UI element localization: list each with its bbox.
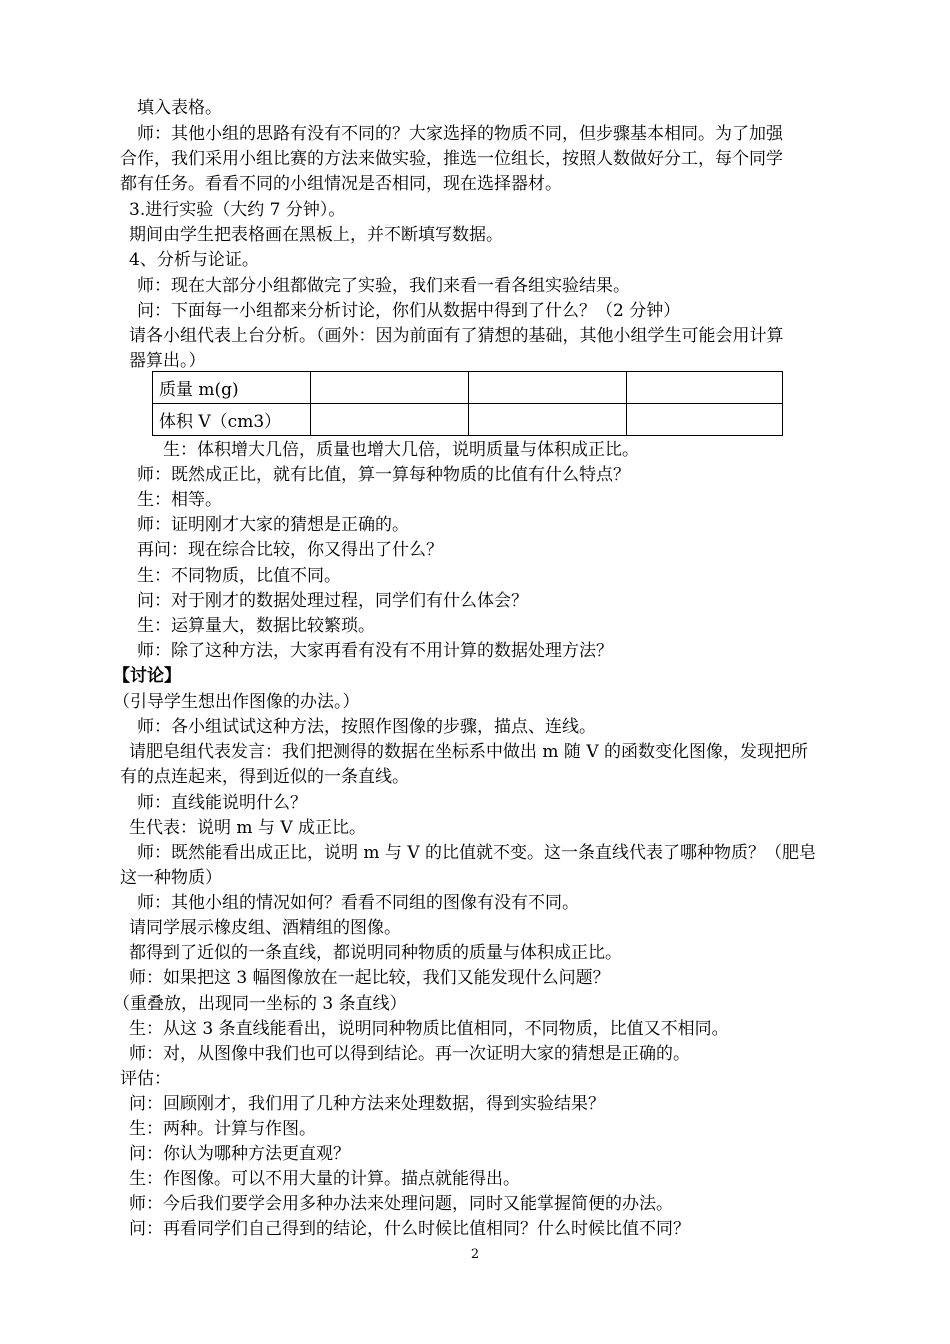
text-line: 师：证明刚才大家的猜想是正确的。 (137, 515, 409, 535)
text-line: 师：对，从图像中我们也可以得到结论。再一次证明大家的猜想是正确的。 (129, 1044, 690, 1064)
text-line: 问：下面每一小组都来分析讨论，你们从数据中得到了什么？（2 分钟） (137, 301, 681, 321)
text-line: 合作，我们采用小组比赛的方法来做实验，推选一位组长，按照人数做好分工，每个同学 (120, 149, 783, 169)
table-cell (627, 372, 783, 404)
section-heading: 3.进行实验（大约 7 分钟）。 (129, 200, 346, 220)
table-cell (311, 372, 469, 404)
text-line: 师：现在大部分小组都做完了实验，我们来看一看各组实验结果。 (137, 276, 630, 296)
text-line: 师：除了这种方法，大家再看有没有不用计算的数据处理方法？ (137, 641, 613, 661)
text-line: 期间由学生把表格画在黑板上，并不断填写数据。 (129, 225, 503, 245)
text-line: 师：各小组试试这种方法，按照作图像的步骤，描点、连线。 (137, 717, 596, 737)
page-number: 2 (470, 1247, 480, 1262)
text-line: 生：体积增大几倍，质量也增大几倍，说明质量与体积成正比。 (163, 440, 639, 460)
text-line: 师：既然成正比，就有比值，算一算每种物质的比值有什么特点？ (137, 465, 630, 485)
text-line: 生：不同物质，比值不同。 (137, 566, 341, 586)
text-line: 请肥皂组代表发言：我们把测得的数据在坐标系中做出 m 随 V 的函数变化图像，发现把所 (129, 742, 809, 762)
text-line: 生：运算量大，数据比较繁琐。 (137, 616, 375, 636)
text-line: 师：其他小组的情况如何？看看不同组的图像有没有不同。 (137, 893, 579, 913)
text-line: 师：既然能看出成正比，说明 m 与 V 的比值就不变。这一条直线代表了哪种物质？（肥皂 (137, 843, 817, 863)
section-heading: 4、分析与论证。 (129, 250, 259, 270)
text-line: 请各小组代表上台分析。（画外：因为前面有了猜想的基础，其他小组学生可能会用计算 (129, 326, 784, 346)
text-line: 生：从这 3 条直线能看出，说明同种物质比值相同，不同物质，比值又不相同。 (129, 1019, 729, 1039)
text-line: 生代表：说明 m 与 V 成正比。 (129, 818, 367, 838)
text-line: 有的点连起来，得到近似的一条直线。 (120, 767, 409, 787)
table-cell (627, 404, 783, 436)
data-table (152, 371, 783, 436)
text-line: 问：对于刚才的数据处理过程，同学们有什么体会？ (137, 591, 528, 611)
text-line: 器算出。） (129, 351, 206, 371)
text-line: 师：其他小组的思路有没有不同的？大家选择的物质不同，但步骤基本相同。为了加强 (137, 124, 783, 144)
text-line: 问：你认为哪种方法更直观？ (129, 1144, 350, 1164)
table-cell (469, 404, 627, 436)
text-line: 师：今后我们要学会用多种办法来处理问题，同时又能掌握简便的办法。 (129, 1194, 673, 1214)
text-line: （重叠放，出现同一坐标的 3 条直线） (113, 994, 407, 1014)
text-line: （引导学生想出作图像的办法。） (113, 692, 360, 712)
text-line: 请同学展示橡皮组、酒精组的图像。 (129, 918, 401, 938)
text-line: 问：再看同学们自己得到的结论，什么时候比值相同？什么时候比值不同？ (129, 1219, 690, 1239)
text-line: 师：直线能说明什么？ (137, 793, 307, 813)
text-line: 生：作图像。可以不用大量的计算。描点就能得出。 (129, 1169, 520, 1189)
text-line: 师：如果把这 3 幅图像放在一起比较，我们又能发现什么问题？ (129, 968, 610, 988)
text-line: 评估： (120, 1069, 171, 1089)
text-line: 生：两种。计算与作图。 (129, 1119, 316, 1139)
table-cell-mass-label: 质量 m(g) (153, 372, 311, 404)
discussion-heading: 【讨论】 (113, 666, 181, 686)
text-line: 生：相等。 (137, 490, 222, 510)
text-line: 都得到了近似的一条直线，都说明同种物质的质量与体积成正比。 (129, 943, 622, 963)
table-cell (469, 372, 627, 404)
text-line: 再问：现在综合比较，你又得出了什么？ (137, 540, 443, 560)
text-line: 填入表格。 (137, 98, 222, 118)
table-row (153, 404, 783, 436)
table-row (153, 372, 783, 404)
text-line: 这一种物质） (120, 868, 222, 888)
table-cell-volume-label: 体积 V（cm3） (153, 404, 311, 436)
text-line: 问：回顾刚才，我们用了几种方法来处理数据，得到实验结果？ (129, 1094, 605, 1114)
text-line: 都有任务。看看不同的小组情况是否相同，现在选择器材。 (120, 174, 562, 194)
table-cell (311, 404, 469, 436)
